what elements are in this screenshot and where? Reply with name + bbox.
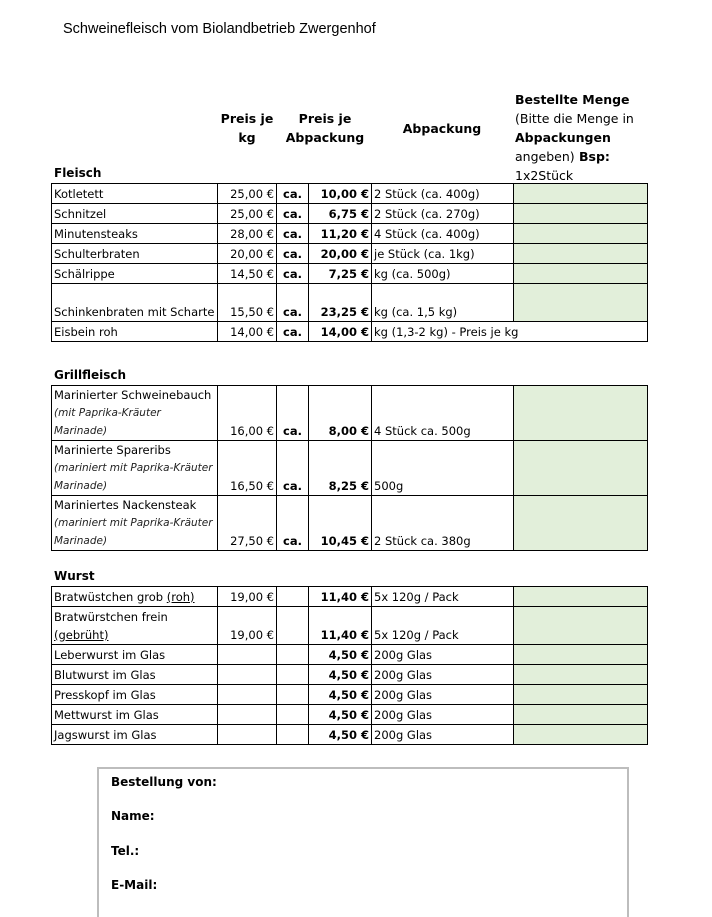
cell-name: Schinkenbraten mit Scharte bbox=[52, 284, 218, 322]
header-preis-pack-line2: Abpackung bbox=[285, 130, 365, 145]
cell-ca bbox=[277, 607, 309, 645]
cell-price-pack: 8,25 € bbox=[309, 441, 372, 496]
product-name: Mariniertes Nackensteak bbox=[54, 498, 197, 512]
cell-price-kg: 20,00 € bbox=[218, 244, 277, 264]
table-fleisch bbox=[51, 183, 648, 342]
cell-name: Eisbein roh bbox=[52, 322, 218, 342]
cell-price-kg: 16,00 € bbox=[218, 386, 277, 441]
order-quantity-cell[interactable] bbox=[514, 224, 648, 244]
order-quantity-cell[interactable] bbox=[514, 645, 648, 665]
header-preis-kg-line2: kg bbox=[238, 130, 256, 145]
product-name: Marinierte Spareribs bbox=[54, 443, 171, 457]
cell-name bbox=[52, 441, 218, 496]
table-row bbox=[52, 665, 648, 685]
cell-ca: ca. bbox=[277, 224, 309, 244]
cell-ca: ca. bbox=[277, 496, 309, 551]
cell-abpackung: 4 Stück ca. 500g bbox=[372, 386, 514, 441]
cell-abpackung: 5x 120g / Pack bbox=[372, 587, 514, 607]
order-name-label: Name: bbox=[111, 809, 155, 823]
cell-price-pack: 20,00 € bbox=[309, 244, 372, 264]
cell-name: Blutwurst im Glas bbox=[52, 665, 218, 685]
section-title-grillfleisch: Grillfleisch bbox=[54, 368, 127, 382]
cell-ca: ca. bbox=[277, 284, 309, 322]
cell-price-kg: 27,50 € bbox=[218, 496, 277, 551]
cell-price-kg bbox=[218, 645, 277, 665]
cell-ca bbox=[277, 725, 309, 745]
product-note: (mit Paprika-Kräuter bbox=[54, 407, 161, 419]
section-title-wurst: Wurst bbox=[54, 569, 95, 583]
cell-price-kg: 25,00 € bbox=[218, 204, 277, 224]
cell-abpackung: 200g Glas bbox=[372, 725, 514, 745]
cell-price-pack: 10,45 € bbox=[309, 496, 372, 551]
header-menge-line5: 1x2Stück bbox=[515, 168, 574, 183]
table-row bbox=[52, 284, 648, 322]
table-row bbox=[52, 184, 648, 204]
cell-name: Schnitzel bbox=[52, 204, 218, 224]
cell-abpackung: 200g Glas bbox=[372, 665, 514, 685]
product-note: (mariniert mit Paprika-Kräuter bbox=[54, 517, 213, 529]
cell-price-pack: 11,20 € bbox=[309, 224, 372, 244]
cell-abpackung: 200g Glas bbox=[372, 705, 514, 725]
table-row bbox=[52, 386, 648, 441]
header-menge-line4b: Bsp: bbox=[579, 149, 610, 164]
cell-price-pack: 11,40 € bbox=[309, 587, 372, 607]
table-row bbox=[52, 264, 648, 284]
order-quantity-cell[interactable] bbox=[514, 496, 648, 551]
cell-name: Schulterbraten bbox=[52, 244, 218, 264]
header-preis-je-kg bbox=[216, 109, 278, 147]
order-tel-label: Tel.: bbox=[111, 844, 140, 858]
cell-price-kg bbox=[218, 725, 277, 745]
cell-price-kg bbox=[218, 665, 277, 685]
cell-abpackung: kg (1,3-2 kg) - Preis je kg bbox=[372, 322, 648, 342]
order-quantity-cell[interactable] bbox=[514, 665, 648, 685]
table-row bbox=[52, 496, 648, 551]
header-menge-line1: Bestellte Menge bbox=[515, 92, 630, 107]
cell-abpackung: kg (ca. 500g) bbox=[372, 264, 514, 284]
cell-price-pack: 14,00 € bbox=[309, 322, 372, 342]
cell-name: Schälrippe bbox=[52, 264, 218, 284]
cell-ca: ca. bbox=[277, 184, 309, 204]
product-name: Bratwüstchen grob bbox=[54, 590, 167, 604]
cell-price-pack: 4,50 € bbox=[309, 685, 372, 705]
table-grillfleisch bbox=[51, 385, 648, 551]
cell-abpackung: 2 Stück (ca. 270g) bbox=[372, 204, 514, 224]
product-name: Bratwürstchen frein bbox=[54, 610, 168, 624]
cell-price-kg: 14,00 € bbox=[218, 322, 277, 342]
cell-price-kg: 19,00 € bbox=[218, 607, 277, 645]
table-row bbox=[52, 322, 648, 342]
cell-abpackung: kg (ca. 1,5 kg) bbox=[372, 284, 514, 322]
cell-price-pack: 4,50 € bbox=[309, 705, 372, 725]
table-row bbox=[52, 645, 648, 665]
cell-name: Kotletett bbox=[52, 184, 218, 204]
table-row bbox=[52, 441, 648, 496]
page-title: Schweinefleisch vom Biolandbetrieb Zwergenhof bbox=[63, 21, 376, 37]
cell-price-pack: 6,75 € bbox=[309, 204, 372, 224]
cell-price-kg: 16,50 € bbox=[218, 441, 277, 496]
order-quantity-cell[interactable] bbox=[514, 284, 648, 322]
cell-ca: ca. bbox=[277, 244, 309, 264]
cell-name bbox=[52, 386, 218, 441]
cell-ca: ca. bbox=[277, 386, 309, 441]
cell-price-kg: 15,50 € bbox=[218, 284, 277, 322]
cell-name bbox=[52, 587, 218, 607]
cell-price-pack: 23,25 € bbox=[309, 284, 372, 322]
cell-name: Presskopf im Glas bbox=[52, 685, 218, 705]
cell-name: Jagswurst im Glas bbox=[52, 725, 218, 745]
cell-ca: ca. bbox=[277, 204, 309, 224]
order-form-box bbox=[97, 767, 629, 917]
cell-abpackung: 5x 120g / Pack bbox=[372, 607, 514, 645]
cell-abpackung: 4 Stück (ca. 400g) bbox=[372, 224, 514, 244]
header-menge-line2: (Bitte die Menge in bbox=[515, 111, 634, 126]
order-email-label: E-Mail: bbox=[111, 878, 158, 892]
cell-price-kg bbox=[218, 705, 277, 725]
cell-ca bbox=[277, 685, 309, 705]
cell-ca bbox=[277, 705, 309, 725]
cell-price-kg bbox=[218, 685, 277, 705]
order-quantity-cell[interactable] bbox=[514, 244, 648, 264]
order-from-label: Bestellung von: bbox=[111, 775, 217, 789]
header-preis-kg-line1: Preis je bbox=[220, 111, 274, 126]
product-note: Marinade) bbox=[54, 480, 108, 492]
order-quantity-cell[interactable] bbox=[514, 386, 648, 441]
cell-price-pack: 10,00 € bbox=[309, 184, 372, 204]
header-preis-je-abpackung bbox=[282, 109, 368, 147]
table-row bbox=[52, 685, 648, 705]
product-name: Marinierter Schweinebauch bbox=[54, 388, 212, 402]
cell-price-kg: 25,00 € bbox=[218, 184, 277, 204]
cell-ca: ca. bbox=[277, 322, 309, 342]
cell-abpackung: je Stück (ca. 1kg) bbox=[372, 244, 514, 264]
table-wurst bbox=[51, 586, 648, 745]
cell-ca bbox=[277, 587, 309, 607]
cell-name bbox=[52, 607, 218, 645]
table-row bbox=[52, 725, 648, 745]
cell-price-pack: 11,40 € bbox=[309, 607, 372, 645]
cell-price-pack: 8,00 € bbox=[309, 386, 372, 441]
cell-ca bbox=[277, 665, 309, 685]
cell-price-kg: 19,00 € bbox=[218, 587, 277, 607]
cell-abpackung: 200g Glas bbox=[372, 685, 514, 705]
table-row bbox=[52, 224, 648, 244]
header-menge-line3: Abpackungen bbox=[515, 130, 611, 145]
table-row bbox=[52, 607, 648, 645]
cell-price-pack: 4,50 € bbox=[309, 665, 372, 685]
cell-price-pack: 4,50 € bbox=[309, 645, 372, 665]
cell-name: Leberwurst im Glas bbox=[52, 645, 218, 665]
order-quantity-cell[interactable] bbox=[514, 264, 648, 284]
order-quantity-cell[interactable] bbox=[514, 204, 648, 224]
product-note: Marinade) bbox=[54, 425, 108, 437]
header-bestellte-menge bbox=[515, 90, 665, 185]
cell-abpackung: 500g bbox=[372, 441, 514, 496]
cell-name: Mettwurst im Glas bbox=[52, 705, 218, 725]
table-row bbox=[52, 705, 648, 725]
product-note: (roh) bbox=[166, 590, 195, 604]
cell-price-pack: 4,50 € bbox=[309, 725, 372, 745]
cell-abpackung: 200g Glas bbox=[372, 645, 514, 665]
header-menge-line4a: angeben) bbox=[515, 149, 575, 164]
cell-ca bbox=[277, 645, 309, 665]
order-quantity-cell[interactable] bbox=[514, 685, 648, 705]
cell-name bbox=[52, 496, 218, 551]
cell-ca: ca. bbox=[277, 264, 309, 284]
order-quantity-cell[interactable] bbox=[514, 441, 648, 496]
cell-price-kg: 14,50 € bbox=[218, 264, 277, 284]
cell-abpackung: 2 Stück (ca. 400g) bbox=[372, 184, 514, 204]
header-preis-pack-line1: Preis je bbox=[298, 111, 352, 126]
cell-ca: ca. bbox=[277, 441, 309, 496]
order-quantity-cell[interactable] bbox=[514, 184, 648, 204]
product-note: (gebrüht) bbox=[54, 628, 109, 642]
order-quantity-cell[interactable] bbox=[514, 607, 648, 645]
product-note: (mariniert mit Paprika-Kräuter bbox=[54, 462, 213, 474]
order-quantity-cell[interactable] bbox=[514, 705, 648, 725]
section-title-fleisch: Fleisch bbox=[54, 166, 102, 180]
product-note: Marinade) bbox=[54, 535, 108, 547]
cell-price-pack: 7,25 € bbox=[309, 264, 372, 284]
order-quantity-cell[interactable] bbox=[514, 587, 648, 607]
order-quantity-cell[interactable] bbox=[514, 725, 648, 745]
table-row bbox=[52, 204, 648, 224]
table-row bbox=[52, 587, 648, 607]
cell-abpackung: 2 Stück ca. 380g bbox=[372, 496, 514, 551]
cell-name: Minutensteaks bbox=[52, 224, 218, 244]
header-abpackung: Abpackung bbox=[402, 121, 482, 136]
cell-price-kg: 28,00 € bbox=[218, 224, 277, 244]
table-row bbox=[52, 244, 648, 264]
